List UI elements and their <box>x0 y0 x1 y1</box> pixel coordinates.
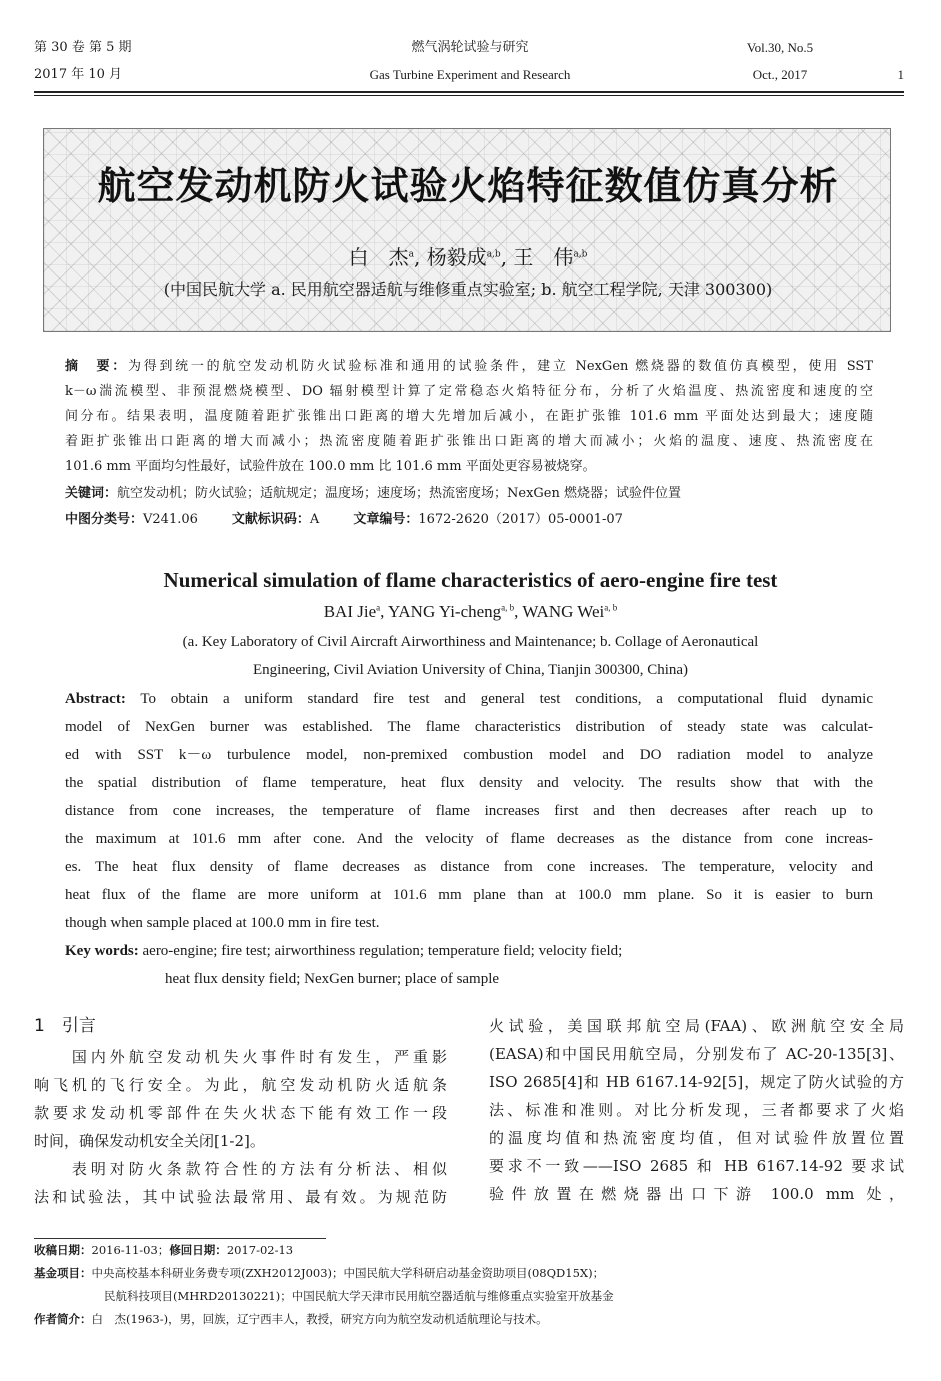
header-date-cn: 2017 年 10 月 <box>34 67 123 82</box>
abstract-cn-label: 摘 要： <box>65 359 128 374</box>
abstract-cn-line: 101.6 mm 平面均匀性最好，试验件放在 100.0 mm 比 101.6 mm 平面处更容易被烧穿。 <box>65 459 596 474</box>
footnote-rule <box>34 1238 326 1239</box>
body-line: 表明对防火条款符合性的方法有分析法、相似 <box>34 1160 447 1178</box>
author-separator: , <box>413 245 427 269</box>
author-bio-text: 白 杰(1963-)，男，回族，辽宁西丰人，教授，研究方向为航空发动机适航理论与技术。 <box>91 1312 548 1326</box>
author-list-cn <box>44 244 891 270</box>
body-line: 火试验，美国联邦航空局(FAA)、欧洲航空安全局 <box>489 1017 904 1035</box>
clc-label: 中图分类号： <box>65 512 144 527</box>
author-name-en: WANG Wei <box>522 602 605 621</box>
author-separator: , <box>514 602 523 621</box>
author-separator: , <box>500 245 514 269</box>
page-number: 1 <box>897 67 904 82</box>
paper-title-cn: 航空发动机防火试验火焰特征数值仿真分析 <box>97 164 839 208</box>
author-affil-mark: a,b <box>573 249 588 260</box>
author-separator: , <box>380 602 389 621</box>
header-volume-cn: 第 30 卷 第 5 期 <box>34 40 132 55</box>
author-affil-mark: a,b <box>486 249 501 260</box>
abstract-en-line: the maximum at 101.6 mm after cone. And the velocity of flame decreases as the distance from cone increas- <box>65 831 873 847</box>
author-affil-mark: a <box>408 249 414 260</box>
abstract-cn-text: 为得到统一的航空发动机防火试验标准和通用的试验条件，建立 NexGen 燃烧器的数值仿真模型，使用 SST <box>127 359 873 374</box>
author-name-cn: 白 杰 <box>348 245 409 269</box>
affiliation-en-line: Engineering, Civil Aviation University of China, Tianjin 300300, China) <box>252 662 689 678</box>
abstract-cn-line: 着距扩张锥出口距离的增大而减小；热流密度随着距扩张锥出口距离的增大而减小；火焰的温度、速度、热流密度在 <box>65 434 873 449</box>
classification-line <box>65 508 873 532</box>
keywords-en-continued: heat flux density field; NexGen burner; place of sample <box>165 971 500 987</box>
abstract-cn-line: 间分布。结果表明，温度随着距扩张锥出口距离的增大先增加后减小，在距扩张锥 101.6 mm 平面处达到最大；速度随 <box>65 409 873 424</box>
abstract-en-line <box>65 685 873 713</box>
abstract-en-text: To obtain a uniform standard fire test and general test conditions, a computational fluid dynamic <box>125 691 873 707</box>
abstract-en-line: ed with SST k－ω turbulence model, non-premixed combustion model and DO radiation model to analyze <box>65 747 873 763</box>
body-line: 的温度均值和热流密度均值，但对试验件放置位置 <box>489 1129 904 1147</box>
header-rule-thick <box>34 91 904 93</box>
keywords-cn-text: 航空发动机；防火试验；适航规定；温度场；速度场；热流密度场；NexGen 燃烧器；试验件位置 <box>117 486 681 501</box>
header-rule-thin <box>34 95 904 96</box>
abstract-en-line: es. The heat flux density of flame decreases as distance from cone increases. The temperature, velocity and <box>65 859 873 875</box>
revised-label: 修回日期： <box>169 1243 227 1257</box>
author-list-en <box>0 598 941 626</box>
affiliation-cn: (中国民航大学 a. 民用航空器适航与维修重点实验室; b. 航空工程学院, 天津 300300) <box>163 280 773 299</box>
body-line: 法、标准和准则。对比分析发现，三者都要求了火焰 <box>489 1101 904 1119</box>
body-line: 款要求发动机零部件在失火状态下能有效工作一段 <box>34 1104 447 1122</box>
body-line: 要求不一致——ISO 2685 和 HB 6167.14-92 要求试 <box>489 1157 904 1175</box>
fund-line <box>34 1263 604 1283</box>
fund-text: 中央高校基本科研业务费专项(ZXH2012J003)；中国民航大学科研启动基金资助项目(08QD15X)； <box>91 1266 605 1280</box>
affiliation-en-line: (a. Key Laboratory of Civil Aircraft Airworthiness and Maintenance; b. Collage of Aeronautical <box>182 634 759 650</box>
header-volume-en: Vol.30, No.5 <box>746 40 814 55</box>
author-affil-mark: a, b <box>501 602 515 613</box>
author-bio <box>34 1309 548 1329</box>
body-line: 时间，确保发动机安全关闭[1-2]。 <box>34 1132 265 1150</box>
abstract-en-line: the spatial distribution of flame temperature, heat flux density and velocity. The results show that with the <box>65 775 873 791</box>
keywords-en-label: Key words: <box>65 943 139 959</box>
fund-line-continued: 民航科技项目(MHRD20130221)；中国民航大学天津市民用航空器适航与维修重点实验室开放基金 <box>104 1289 614 1303</box>
title-banner <box>43 128 891 332</box>
body-line: 法和试验法，其中试验法最常用、最有效。为规范防 <box>34 1188 447 1206</box>
header-journal-en: Gas Turbine Experiment and Research <box>369 67 571 82</box>
paper-title-en: Numerical simulation of flame characteristics of aero-engine fire test <box>163 568 778 592</box>
keywords-en <box>65 937 873 965</box>
header-date-en: Oct., 2017 <box>752 67 808 82</box>
body-line: ISO 2685[4]和 HB 6167.14-92[5]，规定了防火试验的方 <box>489 1073 904 1091</box>
keywords-cn <box>65 482 873 506</box>
received-label: 收稿日期： <box>34 1243 92 1257</box>
abstract-cn-line: k－ω湍流模型、非预混燃烧模型、DO 辐射模型计算了定常稳态火焰特征分布，分析了火焰温度、热流密度和速度的空 <box>65 384 873 399</box>
revised-value: 2017-02-13 <box>226 1243 294 1257</box>
abstract-en-line: heat flux of the flame are more uniform at 101.6 mm plane than at 100.0 mm plane. So it is easier to burn <box>65 887 873 903</box>
author-name-cn: 杨毅成 <box>426 245 487 269</box>
keywords-cn-label: 关键词： <box>65 486 118 501</box>
abstract-en-label: Abstract: <box>65 691 126 707</box>
abstract-en-line: though when sample placed at 100.0 mm in fire test. <box>65 915 380 931</box>
abstract-en-line: distance from cone increases, the temperature of flame increases first and then decreases after reach up to <box>65 803 873 819</box>
keywords-en-text: aero-engine; fire test; airworthiness regulation; temperature field; velocity field; <box>138 943 623 959</box>
author-bio-label: 作者简介： <box>34 1312 92 1326</box>
abstract-cn-line <box>65 355 873 379</box>
fund-label: 基金项目： <box>34 1266 92 1280</box>
clc-value: V241.06 <box>143 512 198 527</box>
author-name-cn: 王 伟 <box>513 245 574 269</box>
body-line: 验件放置在燃烧器出口下游 100.0 mm 处， <box>489 1185 904 1203</box>
received-date <box>34 1240 293 1260</box>
body-line: (EASA)和中国民用航空局，分别发布了 AC-20-135[3]、 <box>489 1045 904 1063</box>
doc-code-value: A <box>309 512 320 527</box>
header-journal-cn: 燃气涡轮试验与研究 <box>411 40 529 55</box>
received-value: 2016-11-03； <box>91 1243 170 1257</box>
author-affil-mark: a <box>376 602 381 613</box>
doc-code-label: 文献标识码： <box>231 512 310 527</box>
author-name-en: BAI Jie <box>323 602 377 621</box>
author-name-en: YANG Yi-cheng <box>388 602 502 621</box>
author-affil-mark: a, b <box>604 602 618 613</box>
article-no-value: 1672-2620（2017）05-0001-07 <box>418 512 623 527</box>
section-heading: 1 引言 <box>34 1016 96 1036</box>
abstract-en-line: model of NexGen burner was established. The flame characteristics distribution of steady state was calculat- <box>65 719 873 735</box>
body-line: 国内外航空发动机失火事件时有发生，严重影 <box>34 1048 447 1066</box>
article-no-label: 文章编号： <box>353 512 419 527</box>
body-line: 响飞机的飞行安全。为此，航空发动机防火适航条 <box>34 1076 447 1094</box>
